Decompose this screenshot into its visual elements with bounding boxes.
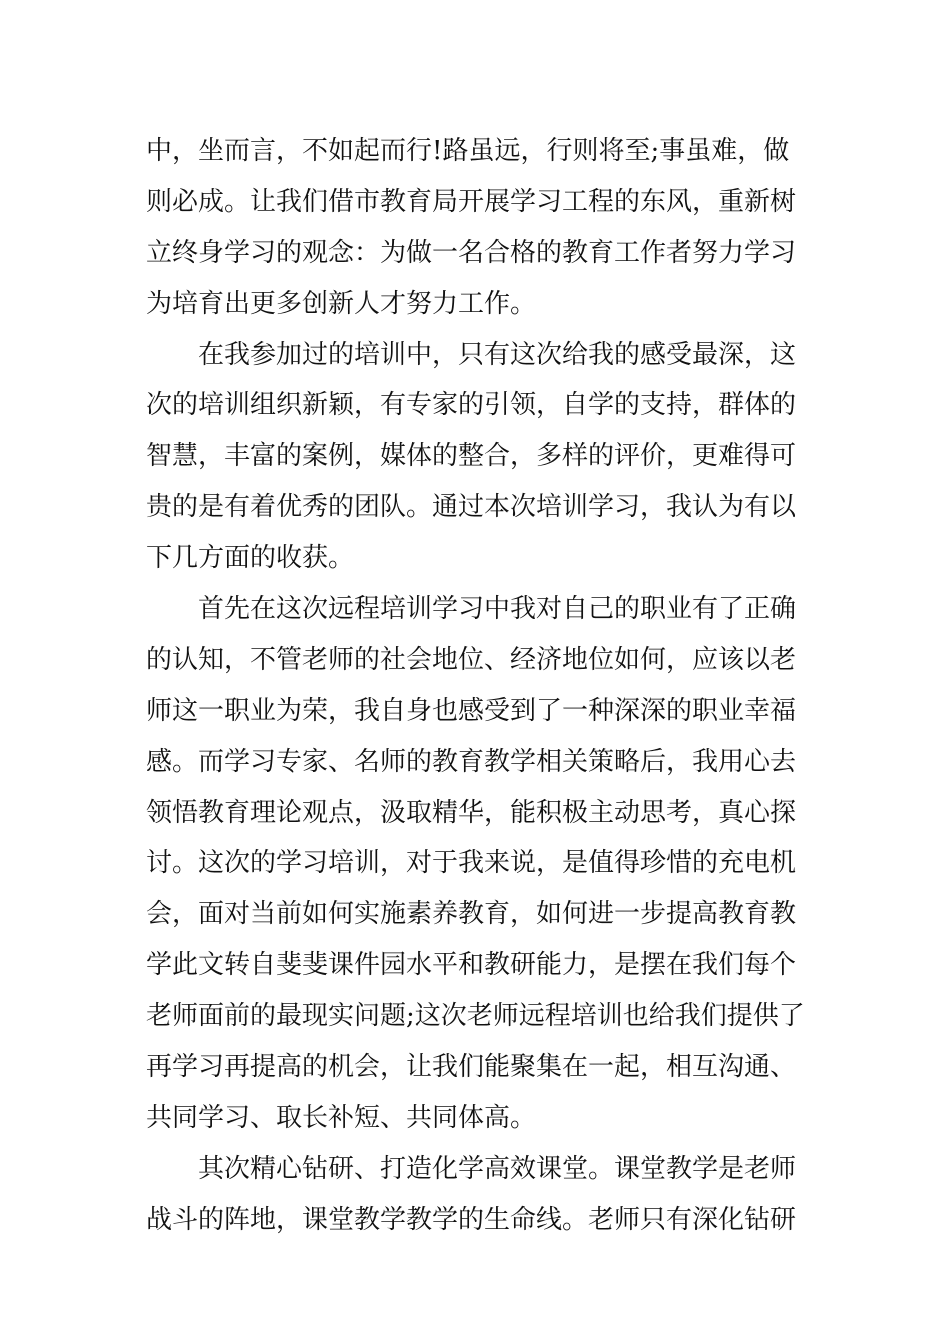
text-line: 为培育出更多创新人才努力工作。 [146, 288, 537, 319]
text-line: 首先在这次远程培训学习中我对自己的职业有了正确 [198, 594, 797, 625]
text-line: 立终身学习的观念：为做一名合格的教育工作者努力学习 [146, 237, 797, 268]
text-line: 则必成。让我们借市教育局开展学习工程的东风，重新树 [146, 186, 797, 217]
text-line: 会，面对当前如何实施素养教育，如何进一步提高教育教 [146, 899, 797, 930]
text-line: 老师面前的最现实问题;这次老师远程培训也给我们提供了 [146, 1001, 805, 1032]
text-line: 再学习再提高的机会，让我们能聚集在一起，相互沟通、 [146, 1052, 797, 1083]
text-line: 次的培训组织新颖，有专家的引领，自学的支持，群体的 [146, 390, 797, 421]
text-line: 中，坐而言，不如起而行!路虽远，行则将至;事虽难，做 [146, 136, 790, 166]
text-line: 领悟教育理论观点，汲取精华，能积极主动思考，真心探 [146, 797, 797, 828]
text-line: 智慧，丰富的案例，媒体的整合，多样的评价，更难得可 [146, 441, 797, 472]
text-line: 师这一职业为荣，我自身也感受到了一种深深的职业幸福 [146, 695, 797, 726]
text-line: 共同学习、取长补短、共同体高。 [146, 1102, 537, 1133]
text-line: 战斗的阵地，课堂教学教学的生命线。老师只有深化钻研 [146, 1204, 797, 1235]
text-line: 其次精心钻研、打造化学高效课堂。课堂教学是老师 [198, 1153, 797, 1184]
text-line: 贵的是有着优秀的团队。通过本次培训学习，我认为有以 [146, 492, 797, 523]
text-line: 下几方面的收获。 [146, 543, 355, 574]
text-line: 讨。这次的学习培训，对于我来说，是值得珍惜的充电机 [146, 848, 797, 879]
body-text [146, 126, 806, 1246]
text-line: 学此文转自斐斐课件园水平和教研能力，是摆在我们每个 [146, 950, 797, 981]
text-line: 的认知，不管老师的社会地位、经济地位如何，应该以老 [146, 644, 797, 675]
text-line: 感。而学习专家、名师的教育教学相关策略后，我用心去 [146, 746, 797, 777]
text-line: 在我参加过的培训中，只有这次给我的感受最深，这 [198, 339, 797, 370]
